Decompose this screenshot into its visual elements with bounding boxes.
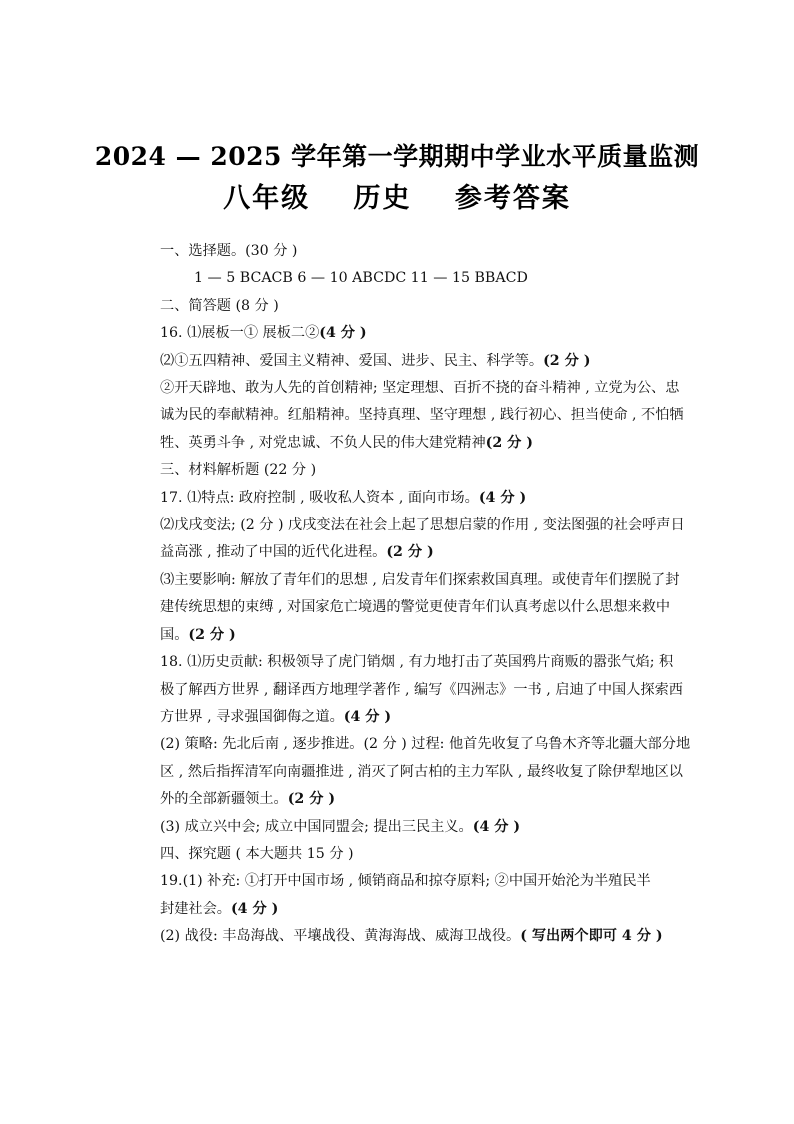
answer-text: 国。 [160, 626, 189, 643]
answer-line [160, 375, 734, 402]
answer-text: ⑶主要影响: 解放了青年们的思想 , 启发青年们探索救国真理。或使青年们摆脱了封 [160, 571, 680, 588]
answer-line [160, 238, 734, 265]
answer-line [160, 485, 734, 512]
answer-text: 外的全部新疆领土。 [160, 791, 288, 808]
answer-text: 益高涨 , 推动了中国的近代化进程。 [160, 544, 387, 561]
answer-text: 诚为民的奉献精神。红船精神。坚持真理、坚守理想 , 践行初心、担当使命 , 不怕牺 [160, 407, 684, 424]
score-note: ( 写出两个即可 4 分 ) [520, 928, 663, 945]
answer-line [160, 402, 734, 429]
answer-line [160, 677, 734, 704]
answer-line [160, 594, 734, 621]
answer-text: 极了解西方世界 , 翻译西方地理学著作 , 编写《四洲志》一书 , 启迪了中国人探索西 [160, 681, 683, 698]
answer-text: 建传统思想的束缚 , 对国家危亡境遇的警觉更使青年们认真考虑以什么思想来救中 [160, 599, 671, 616]
answer-line [160, 512, 734, 539]
answer-text: 四、探究题 ( 本大题共 15 分 ) [160, 845, 354, 862]
answer-text: 三、材料解析题 (22 分 ) [160, 462, 317, 479]
answer-line [160, 293, 734, 320]
answer-line [160, 704, 734, 731]
answer-line [160, 814, 734, 841]
answer-text: 方世界 , 寻求强国御侮之道。 [160, 708, 344, 725]
answer-line [160, 539, 734, 566]
score-note: (4 分 ) [343, 708, 392, 725]
answer-line [160, 567, 734, 594]
answer-text: ⑵戊戌变法; (2 分 ) 戊戌变法在社会上起了思想启蒙的作用 , 变法图强的社会呼声日 [160, 517, 685, 534]
answer-text: 牲、英勇斗争 , 对党忠诚、不负人民的伟大建党精神 [160, 434, 486, 451]
answer-line [160, 320, 734, 347]
answer-line [160, 649, 734, 676]
answer-line [160, 923, 734, 950]
answer-line [160, 841, 734, 868]
score-note: (4 分 ) [230, 900, 279, 917]
answer-text: 18. ⑴历史贡献: 积极领导了虎门销烟 , 有力地打击了英国鸦片商贩的嚣张气焰; 积 [160, 654, 674, 671]
score-note: (2 分 ) [287, 791, 336, 808]
subtitle-answer-key: 参考答案 [454, 183, 571, 214]
answer-text: (2) 战役: 丰岛海战、平壤战役、黄海海战、威海卫战役。 [160, 928, 521, 945]
answer-text: 16. ⑴展板一① 展板二② [160, 325, 320, 342]
answer-line [160, 457, 734, 484]
answer-text: 区 , 然后指挥清军向南疆推进 , 消灭了阿古柏的主力军队 , 最终收复了除伊犁地区以 [160, 763, 683, 780]
score-note: (4 分 ) [478, 489, 527, 506]
answer-text: (3) 成立兴中会; 成立中国同盟会; 提出三民主义。 [160, 818, 473, 835]
answer-text: 二、简答题 (8 分 ) [160, 297, 279, 314]
answer-line [160, 731, 734, 758]
document-subtitle [0, 176, 794, 215]
answer-text: (2) 策略: 先北后南 , 逐步推进。(2 分 ) 过程: 他首先收复了乌鲁木齐等北疆大部分地 [160, 736, 691, 753]
answer-line [160, 868, 734, 895]
answer-text: ⑵①五四精神、爱国主义精神、爱国、进步、民主、科学等。 [160, 352, 544, 369]
subtitle-subject: 历史 [353, 183, 412, 214]
answer-line [160, 265, 734, 292]
answer-line [160, 622, 734, 649]
subtitle-grade: 八年级 [223, 183, 311, 214]
score-note: (2 分 ) [543, 352, 591, 369]
answer-text: 19.(1) 补充: ①打开中国市场 , 倾销商品和掠夺原料; ②中国开始沦为半殖民半 [160, 873, 651, 890]
answer-line [160, 896, 734, 923]
score-note: (2 分 ) [386, 544, 434, 561]
score-note: (2 分 ) [188, 626, 236, 643]
answer-line [160, 786, 734, 813]
answer-text: 封建社会。 [160, 900, 231, 917]
answer-text: 17. ⑴特点: 政府控制 , 吸收私人资本 , 面向市场。 [160, 489, 479, 506]
answer-text: 1 — 5 BCACB 6 — 10 ABCDC 11 — 15 BBACD [194, 270, 528, 287]
answer-body [160, 238, 734, 951]
document-title: 2024 — 2025 学年第一学期期中学业水平质量监测 [94, 142, 700, 171]
answer-text: 一、选择题。(30 分 ) [160, 243, 298, 259]
score-note: (4 分 ) [319, 325, 367, 342]
score-note: (4 分 ) [472, 818, 521, 835]
score-note: (2 分 ) [485, 434, 534, 451]
answer-line [160, 348, 734, 375]
answer-line [160, 430, 734, 457]
answer-line [160, 759, 734, 786]
answer-text: ②开天辟地、敢为人先的首创精神; 坚定理想、百折不挠的奋斗精神 , 立党为公、忠 [160, 380, 680, 397]
